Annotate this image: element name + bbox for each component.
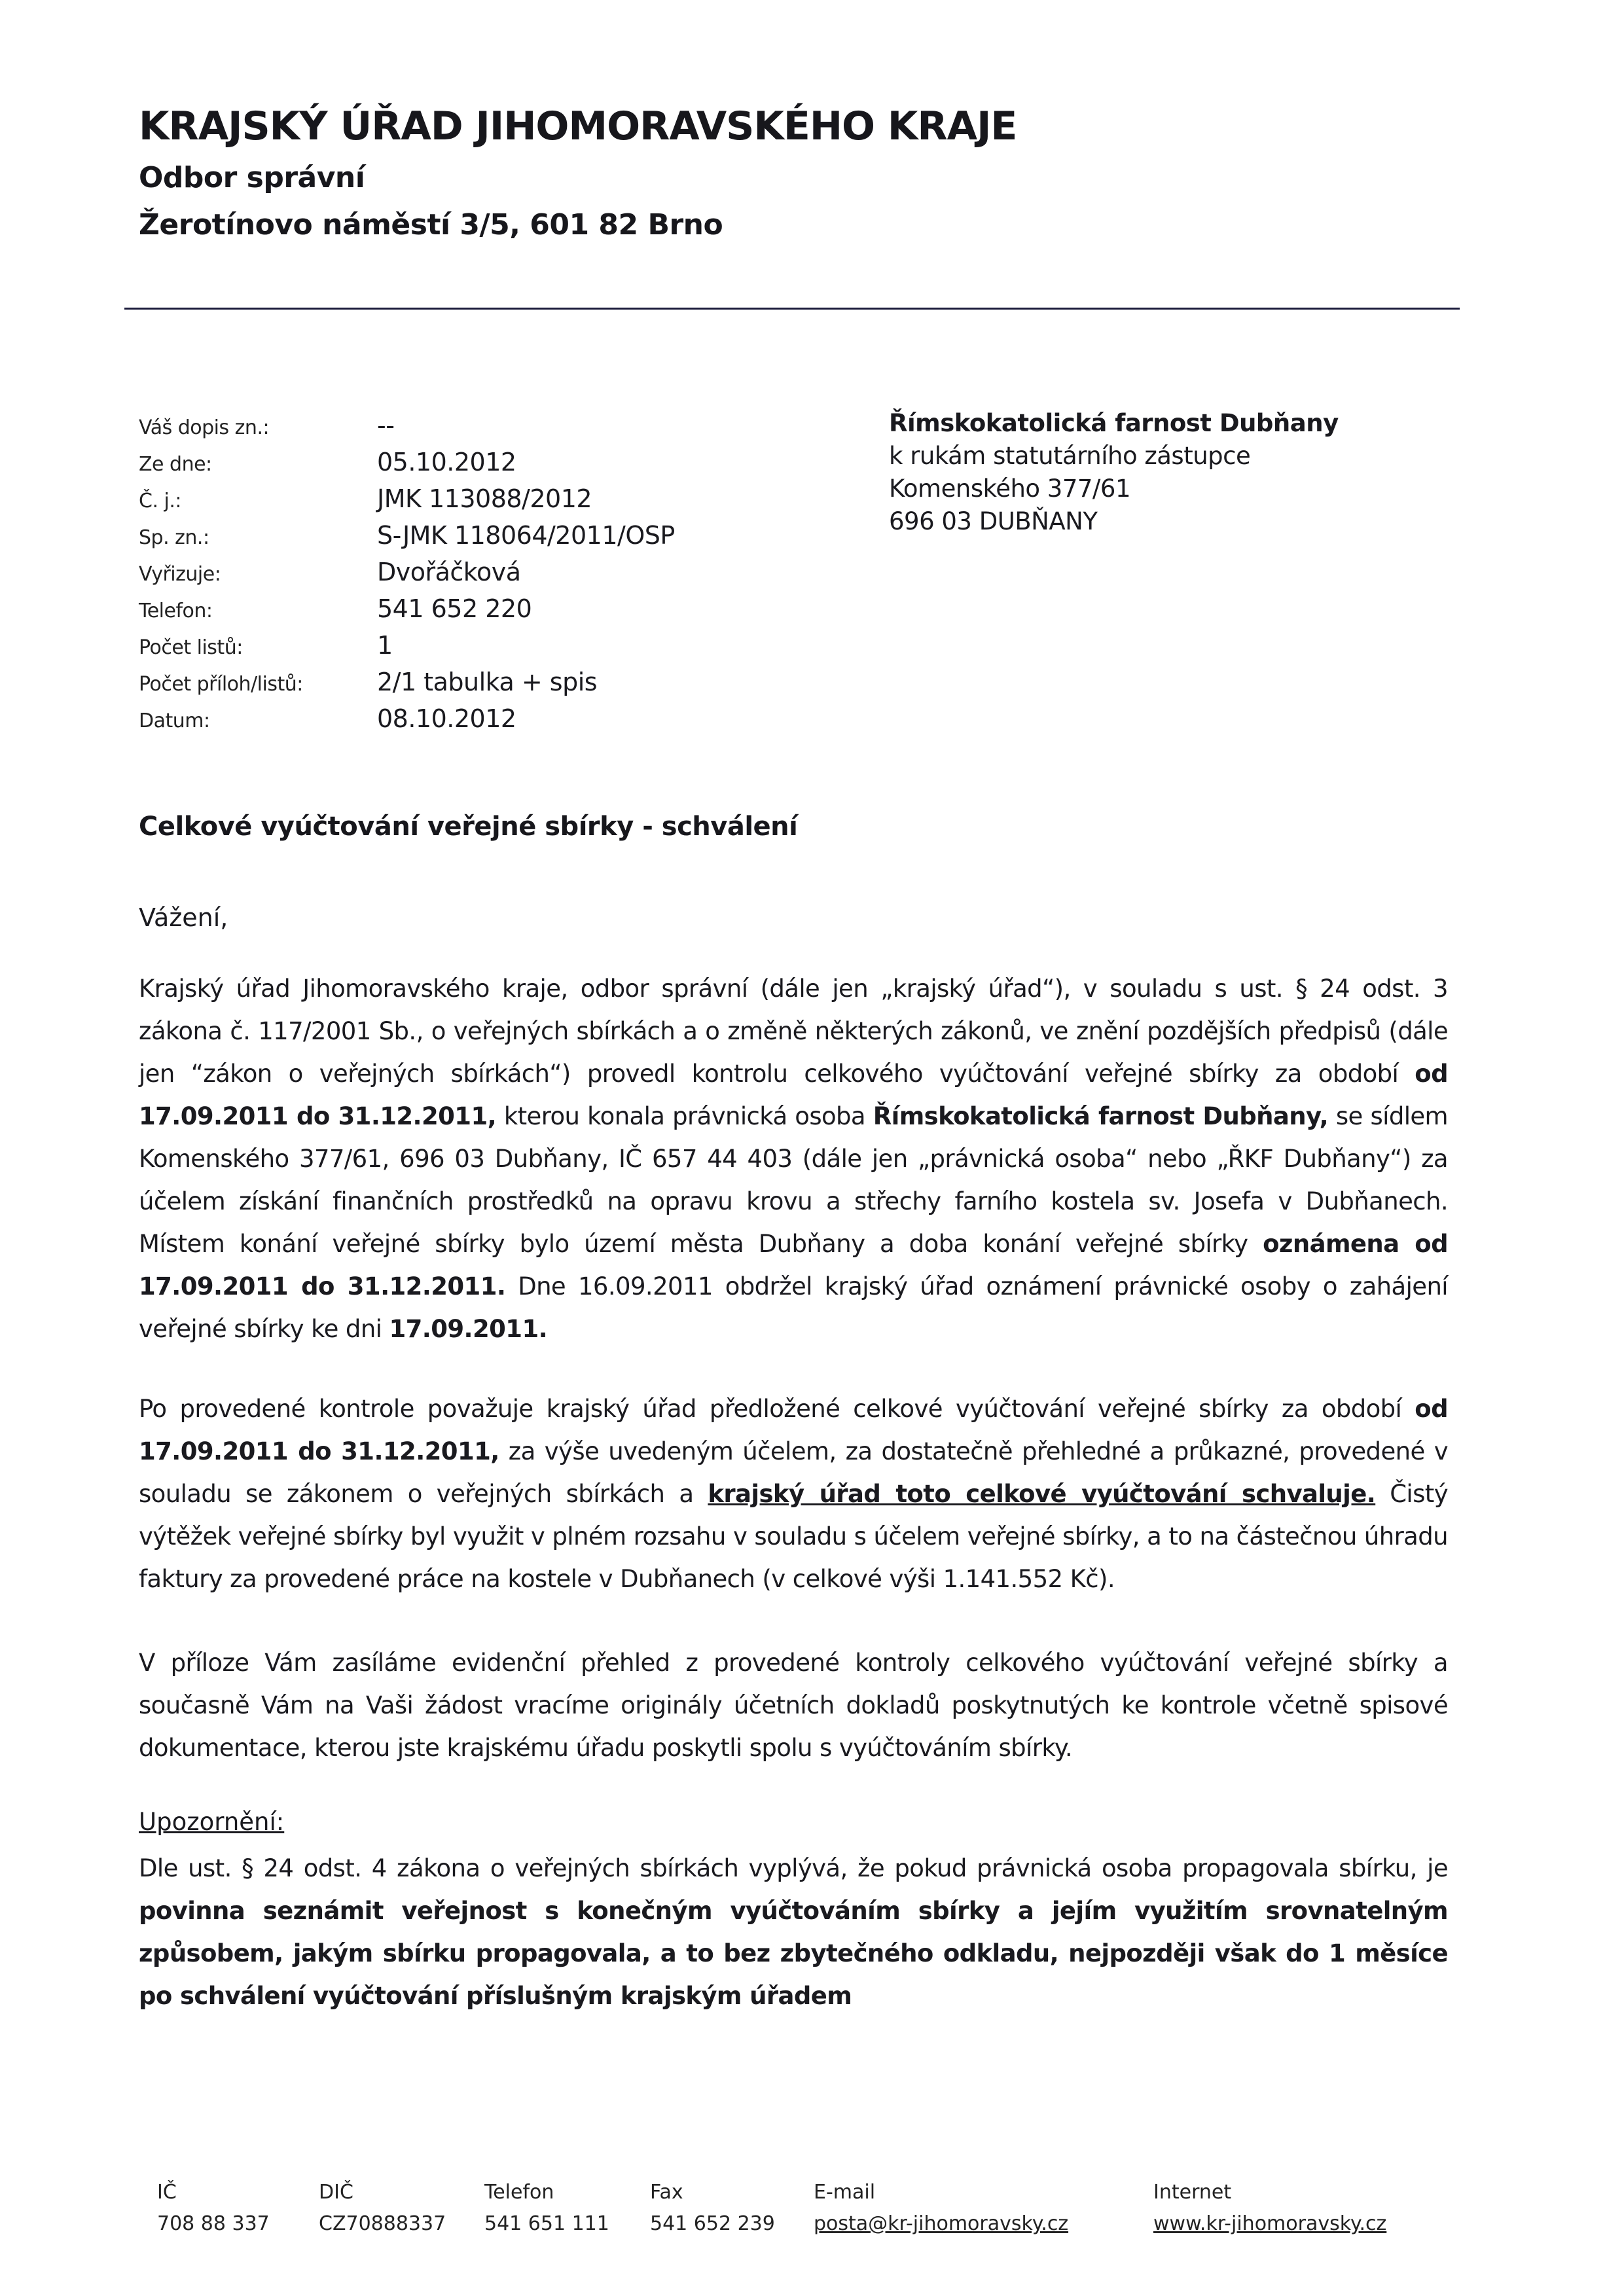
text: Dne 16.09.2011 obdržel krajský úřad oznámení právnické osoby o zahájení veřejné sbírky ke dni (139, 1272, 1448, 1343)
footer-value: CZ70888337 (319, 2212, 446, 2235)
reference-value: 08.10.2012 (377, 704, 516, 733)
reference-value: Dvořáčková (377, 558, 521, 586)
salutation: Vážení, (139, 903, 228, 932)
reference-label: Telefon: (139, 600, 213, 622)
recipient-name: Římskokatolická farnost Dubňany (889, 409, 1339, 437)
footer-value: 708 88 337 (157, 2212, 270, 2235)
text: Čistý výtěžek veřejné sbírky byl využit v plném rozsahu v souladu s účelem veřejné sbírky, a to na částečnou úhradu faktury za provedené práce na kostele v Dubňanech (v celkové výši 1.141.552 Kč). (139, 1480, 1448, 1593)
approval-statement: krajský úřad toto celkové vyúčtování schvaluje. (708, 1480, 1376, 1508)
reference-value: -- (377, 411, 395, 440)
paragraph-inspection (139, 967, 1448, 1350)
footer-email (814, 2181, 1068, 2235)
paragraph-approval (139, 1388, 1448, 1600)
footer-label: Fax (650, 2181, 683, 2204)
recipient-street: Komenského 377/61 (889, 475, 1130, 503)
reference-value: 2/1 tabulka + spis (377, 668, 598, 696)
footer-telefon (484, 2181, 609, 2235)
bold-text: oznámena od 17.09.2011 do 31.12.2011. (139, 1230, 1448, 1300)
footer-ic (157, 2181, 270, 2235)
footer-label: Internet (1153, 2181, 1232, 2204)
office-title: KRAJSKÝ ÚŘAD JIHOMORAVSKÉHO KRAJE (139, 103, 1017, 149)
reference-label: Č. j.: (139, 490, 181, 512)
reference-value: JMK 113088/2012 (377, 484, 592, 513)
text: za výše uvedeným účelem, za dostatečně přehledné a průkazné, provedené v souladu se zákonem o veřejných sbírkách a (139, 1437, 1448, 1508)
recipient-city: 696 03 DUBŇANY (889, 507, 1098, 535)
reference-value: 05.10.2012 (377, 448, 516, 476)
footer-dic (319, 2181, 446, 2235)
reference-value: 1 (377, 631, 393, 660)
footer-value: 541 651 111 (484, 2212, 609, 2235)
bold-text: od 17.09.2011 do 31.12.2011, (139, 1395, 1448, 1465)
office-address: Žerotínovo náměstí 3/5, 601 82 Brno (139, 208, 723, 242)
text: kterou konala právnická osoba (496, 1102, 873, 1130)
reference-label: Váš dopis zn.: (139, 416, 270, 439)
letter-subject: Celkové vyúčtování veřejné sbírky - schválení (139, 812, 798, 842)
bold-text: 17.09.2011. (389, 1315, 548, 1343)
footer-value: 541 652 239 (650, 2212, 775, 2235)
footer-label: IČ (157, 2181, 177, 2204)
reference-value: 541 652 220 (377, 594, 532, 623)
warning-heading: Upozornění: (139, 1808, 285, 1836)
recipient-line: k rukám statutárního zástupce (889, 442, 1251, 470)
paragraph-warning (139, 1847, 1448, 2017)
website-link[interactable]: www.kr-jihomoravsky.cz (1153, 2212, 1387, 2235)
recipient-address (889, 407, 1339, 538)
text: Po provedené kontrole považuje krajský úřad předložené celkové vyúčtování veřejné sbírky za období (139, 1395, 1415, 1423)
reference-label: Ze dne: (139, 453, 212, 476)
reference-label: Počet příloh/listů: (139, 673, 303, 696)
footer-label: DIČ (319, 2181, 353, 2204)
footer-label: Telefon (484, 2181, 554, 2204)
paragraph-attachments: V příloze Vám zasíláme evidenční přehled z provedené kontroly celkového vyúčtování veřejné sbírky a současně Vám na Vaši žádost vracíme originály účetních dokladů poskytnutých ke kontrole včetně spisové dokumentace, kterou jste krajskému úřadu poskytli spolu s vyúčtováním sbírky. (139, 1649, 1448, 1762)
text: Krajský úřad Jihomoravského kraje, odbor správní (dále jen „krajský úřad“), v souladu s ust. § 24 odst. 3 zákona č. 117/2001 Sb., o veřejných sbírkách a o změně některých zákonů, ve znění pozdějších předpisů (dále jen “zákon o veřejných sbírkách“) provedl kontrolu celkového vyúčtování veřejné sbírky za období (139, 975, 1448, 1088)
reference-label: Sp. zn.: (139, 526, 209, 549)
text: se sídlem Komenského 377/61, 696 03 Dubňany, IČ 657 44 403 (dále jen „právnická osoba“ nebo „ŘKF Dubňany“) za účelem získání finančních prostředků na opravu krovu a střechy farního kostela sv. Josefa v Dubňanech. Místem konání veřejné sbírky bylo území města Dubňany a doba konání veřejné sbírky (139, 1102, 1448, 1258)
text: Dle ust. § 24 odst. 4 zákona o veřejných sbírkách vyplývá, že pokud právnická osoba propagovala sbírku, je (139, 1854, 1448, 1882)
bold-text: povinna seznámit veřejnost s konečným vyúčtováním sbírky a jejím využitím srovnatelným způsobem, jakým sbírku propagovala, a to bez zbytečného odkladu, nejpozději však do 1 měsíce po schválení vyúčtování příslušným krajským úřadem (139, 1897, 1448, 2010)
reference-label: Počet listů: (139, 636, 243, 659)
header-divider (124, 308, 1460, 310)
reference-label: Vyřizuje: (139, 563, 221, 586)
reference-value: S-JMK 118064/2011/OSP (377, 521, 675, 550)
email-link[interactable]: posta@kr-jihomoravsky.cz (814, 2212, 1069, 2235)
footer-fax (650, 2181, 775, 2235)
footer-internet (1153, 2181, 1386, 2235)
reference-label: Datum: (139, 709, 210, 732)
department-name: Odbor správní (139, 161, 365, 194)
bold-text: Římskokatolická farnost Dubňany, (873, 1102, 1329, 1130)
footer-label: E-mail (814, 2181, 876, 2204)
bold-text: od 17.09.2011 do 31.12.2011, (139, 1060, 1448, 1130)
